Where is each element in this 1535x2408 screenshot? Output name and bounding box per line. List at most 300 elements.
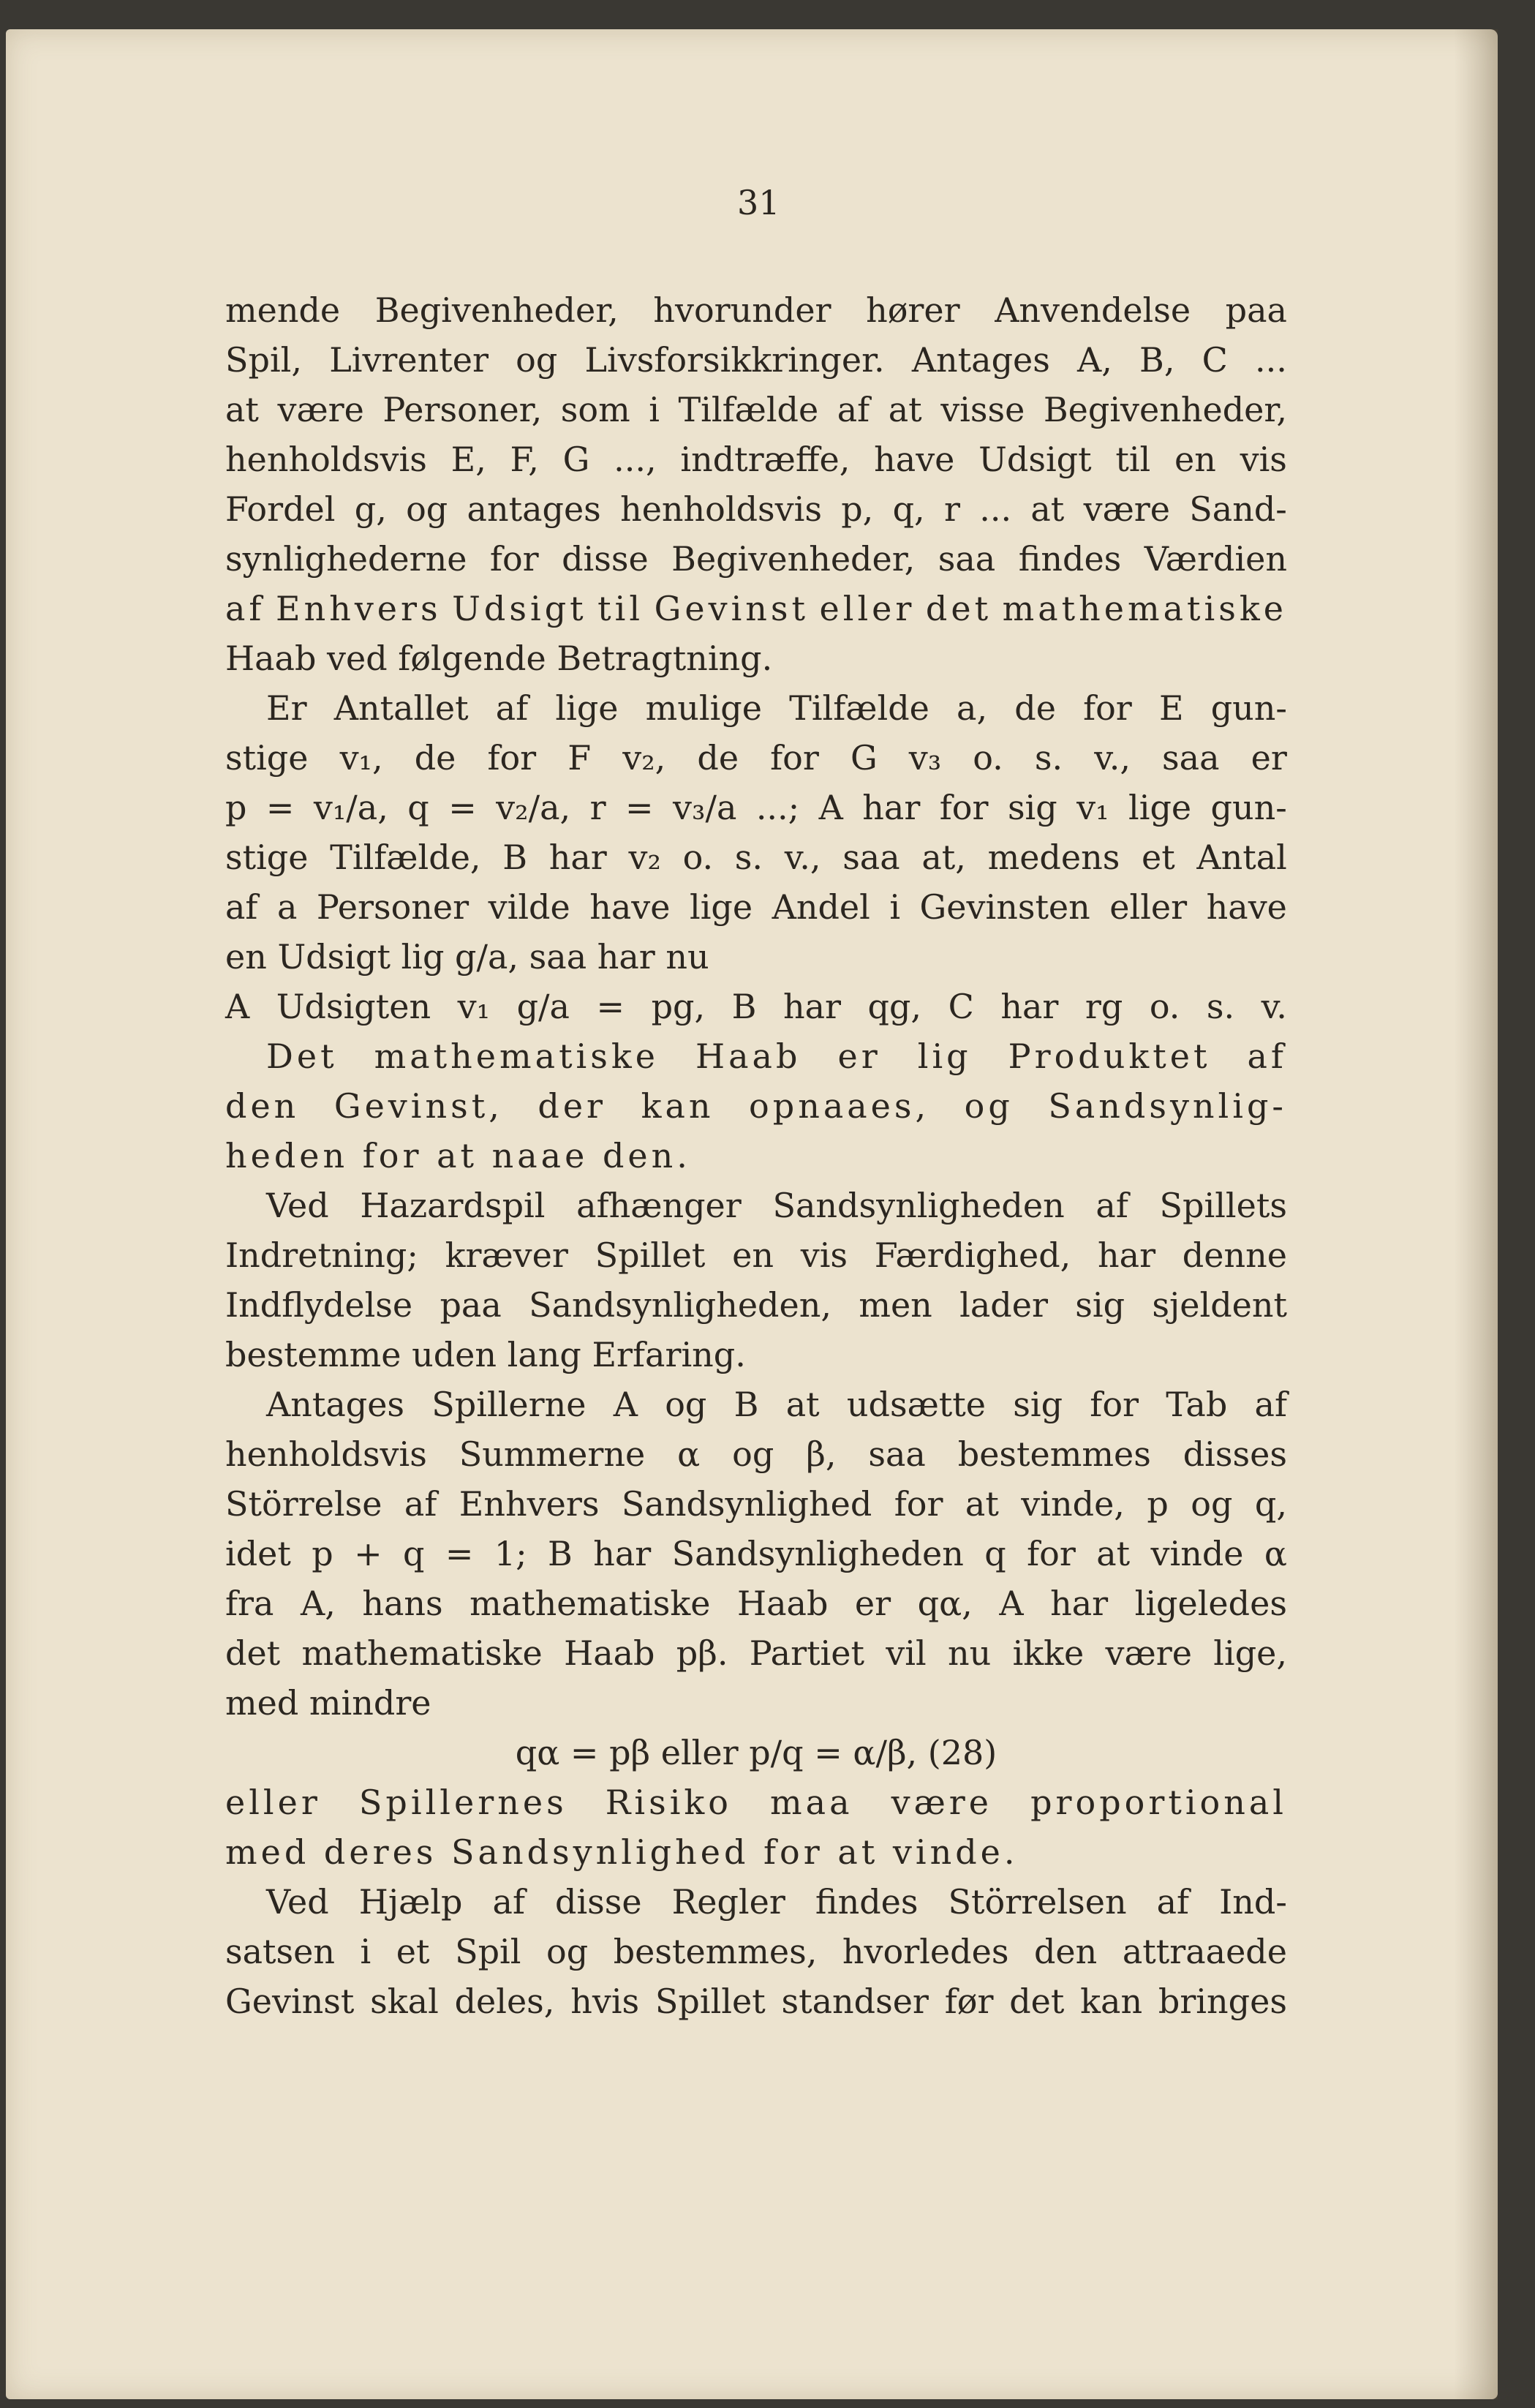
word: B xyxy=(547,1534,573,1573)
word: Störrelsen xyxy=(948,1882,1127,1922)
word: o. xyxy=(1149,987,1180,1026)
word: hvorunder xyxy=(653,290,831,330)
word: Livsforsikkringer. xyxy=(584,340,885,380)
word: og xyxy=(546,1932,589,1971)
word: visse xyxy=(940,390,1025,429)
text-line xyxy=(225,285,1287,335)
formula-line xyxy=(225,783,1287,832)
word: men xyxy=(859,1285,932,1325)
word: og xyxy=(406,489,448,529)
word: Begivenheder, xyxy=(671,539,916,579)
word: v₁ xyxy=(1076,788,1109,827)
word: Spillet xyxy=(595,1235,706,1275)
word: v₂/a, xyxy=(496,788,571,827)
word: henholdsvis xyxy=(225,440,427,479)
word: at xyxy=(1096,1534,1131,1573)
word: at xyxy=(888,390,922,429)
word: har xyxy=(1050,1584,1109,1623)
word: have xyxy=(874,440,955,479)
word: bestemmes, xyxy=(613,1932,818,1971)
text-line: en Udsigt lig g/a, saa har nu xyxy=(225,937,709,977)
text-line-spaced xyxy=(225,1777,1287,1827)
word: den xyxy=(225,1086,300,1126)
word: af xyxy=(404,1484,437,1524)
text-line xyxy=(225,1181,1287,1230)
word: findes xyxy=(815,1882,919,1922)
word: saa xyxy=(938,539,996,579)
word: det xyxy=(1009,1982,1065,2021)
word: Spil xyxy=(455,1932,521,1971)
word: s. xyxy=(1034,738,1063,778)
word: kræver xyxy=(445,1235,568,1275)
word: Antal xyxy=(1196,838,1287,877)
word: af xyxy=(1156,1882,1190,1922)
word: og xyxy=(516,340,558,380)
word: som xyxy=(560,390,630,429)
word: har xyxy=(1098,1235,1156,1275)
word: sig xyxy=(1075,1285,1125,1325)
word: F, xyxy=(510,440,539,479)
word: har xyxy=(1000,987,1059,1026)
word: ...; xyxy=(755,788,800,827)
word: er xyxy=(1251,738,1287,778)
word: v., xyxy=(784,838,821,877)
word: de xyxy=(697,738,739,778)
word: Summerne xyxy=(459,1434,646,1474)
word: Spillerne xyxy=(431,1385,587,1424)
word: nu xyxy=(948,1633,992,1673)
text-line xyxy=(225,385,1287,434)
word: s. xyxy=(1206,987,1235,1026)
word: en xyxy=(732,1235,774,1275)
word: sig xyxy=(1013,1385,1063,1424)
word: 1; xyxy=(494,1534,527,1573)
word: være xyxy=(1083,489,1171,529)
word: rg xyxy=(1085,987,1123,1026)
word: = xyxy=(625,788,654,827)
text-line xyxy=(225,1479,1287,1529)
word: sjeldent xyxy=(1152,1285,1287,1325)
word: Risiko xyxy=(605,1783,732,1822)
word: idet xyxy=(225,1534,291,1573)
word: være xyxy=(891,1783,993,1822)
word: maa xyxy=(770,1783,853,1822)
word: denne xyxy=(1182,1235,1287,1275)
word: Fordel xyxy=(225,489,336,529)
word: hører xyxy=(866,290,960,330)
word: af xyxy=(225,887,258,927)
word: pg, xyxy=(651,987,706,1026)
word: Færdighed, xyxy=(874,1235,1071,1275)
word: β, xyxy=(806,1434,837,1474)
word: q xyxy=(984,1534,1006,1573)
word: vis xyxy=(800,1235,848,1275)
word: s. xyxy=(734,838,763,877)
word: A xyxy=(613,1385,638,1424)
text-line xyxy=(225,1429,1287,1479)
word: at xyxy=(785,1385,820,1424)
word: Ved xyxy=(266,1882,329,1922)
word: Störrelse xyxy=(225,1484,382,1524)
word: saa xyxy=(1162,738,1220,778)
word: = xyxy=(265,788,295,827)
text-line xyxy=(225,683,1287,733)
word: Spillets xyxy=(1159,1186,1287,1225)
word: have xyxy=(1206,887,1287,927)
word: α xyxy=(1264,1534,1287,1573)
word: saa xyxy=(842,838,900,877)
word: at, xyxy=(921,838,966,877)
word: A, xyxy=(1077,340,1112,380)
word: til xyxy=(1115,440,1151,479)
word: p xyxy=(312,1534,333,1573)
word: attraaede xyxy=(1122,1932,1287,1971)
word: v. xyxy=(1261,987,1287,1026)
word: for xyxy=(489,539,539,579)
word: mathematiske xyxy=(1002,589,1287,628)
word: mende xyxy=(225,290,341,330)
word: at xyxy=(1030,489,1065,529)
word: Antages xyxy=(266,1385,405,1424)
word: indtræffe, xyxy=(680,440,851,479)
word: ... xyxy=(979,489,1012,529)
word: for xyxy=(894,1484,943,1524)
word: Sandsynlig- xyxy=(1048,1086,1287,1126)
word: Ind- xyxy=(1219,1882,1287,1922)
word: være xyxy=(277,390,364,429)
word: vis xyxy=(1240,440,1287,479)
word: de xyxy=(1014,688,1056,728)
text-line xyxy=(225,1529,1287,1579)
word: A xyxy=(818,788,843,827)
word: eller xyxy=(1109,887,1188,927)
word: deles, xyxy=(454,1982,555,2021)
word: Sandsynlighed xyxy=(621,1484,872,1524)
word: gun- xyxy=(1210,788,1287,827)
word: Spil, xyxy=(225,340,303,380)
word: Personer, xyxy=(382,390,543,429)
word: v₁/a, xyxy=(313,788,388,827)
text-line xyxy=(225,434,1287,484)
word: af xyxy=(492,1882,525,1922)
word: pβ. xyxy=(676,1633,728,1673)
text-line xyxy=(225,1280,1287,1330)
word: er xyxy=(854,1584,891,1623)
word: disse xyxy=(562,539,649,579)
word: v₃ xyxy=(908,738,942,778)
word: + xyxy=(354,1534,382,1573)
word: G xyxy=(562,440,590,479)
text-line xyxy=(225,882,1287,932)
formula-line xyxy=(225,982,1287,1031)
word: lige xyxy=(555,688,619,728)
word: Tab xyxy=(1166,1385,1228,1424)
word: eller xyxy=(225,1783,321,1822)
text-line xyxy=(225,1927,1287,1976)
word: findes xyxy=(1018,539,1122,579)
text-line xyxy=(225,1380,1287,1429)
word: et xyxy=(1142,838,1175,877)
word: standser xyxy=(781,1982,929,2021)
word: Gevinst xyxy=(225,1982,355,2021)
word: har xyxy=(593,1534,652,1573)
word: proportional xyxy=(1030,1783,1287,1822)
word: fra xyxy=(225,1584,274,1623)
word: o. xyxy=(973,738,1003,778)
text-line: med mindre xyxy=(225,1683,431,1723)
word: E, xyxy=(450,440,486,479)
word: vilde xyxy=(488,887,570,927)
word: mathematiske xyxy=(374,1036,659,1076)
book-page xyxy=(6,29,1498,2399)
word: af xyxy=(1247,1036,1287,1076)
word: A, xyxy=(300,1584,336,1623)
text-line xyxy=(225,733,1287,783)
word: a, xyxy=(957,688,988,728)
word: g/a xyxy=(516,987,570,1026)
text-line xyxy=(225,534,1287,584)
word: eller xyxy=(819,589,916,628)
word: udsætte xyxy=(846,1385,986,1424)
word: Begivenheder, xyxy=(374,290,619,330)
word: at xyxy=(225,390,259,429)
word: p xyxy=(225,788,247,827)
word: og xyxy=(1191,1484,1233,1524)
word: til xyxy=(597,589,644,628)
word: p, xyxy=(841,489,874,529)
word: der xyxy=(538,1086,607,1126)
word: et xyxy=(396,1932,430,1971)
word: Tilfælde xyxy=(678,390,819,429)
word: Andel xyxy=(772,887,870,927)
word: for xyxy=(1027,1534,1076,1573)
word: Livrenter xyxy=(329,340,489,380)
word: Ved xyxy=(266,1186,329,1225)
word: opnaaes, xyxy=(749,1086,930,1126)
word: B xyxy=(733,1385,759,1424)
word: α xyxy=(677,1434,701,1474)
word: mathematiske xyxy=(469,1584,711,1623)
word: stige xyxy=(225,838,309,877)
word: vil xyxy=(886,1633,927,1673)
word: A xyxy=(225,987,250,1026)
word: Personer xyxy=(316,887,469,927)
word: det xyxy=(925,589,992,628)
word: være xyxy=(1105,1633,1192,1673)
word: E xyxy=(1158,688,1184,728)
word: Udsigten xyxy=(276,987,431,1026)
word: Det xyxy=(266,1036,338,1076)
word: p xyxy=(1147,1484,1169,1524)
text-line xyxy=(225,1976,1287,2026)
text-line xyxy=(225,1628,1287,1678)
word: en xyxy=(1174,440,1216,479)
word: Enhvers xyxy=(459,1484,600,1524)
word: for xyxy=(1083,688,1132,728)
word: Hjælp xyxy=(358,1882,463,1922)
word: Sandsynligheden xyxy=(671,1534,964,1573)
word: af xyxy=(495,688,529,728)
word: og xyxy=(665,1385,707,1424)
word: qg, xyxy=(867,987,922,1026)
word: Haab xyxy=(736,1584,829,1623)
word: for xyxy=(1090,1385,1139,1424)
word: Udsigt xyxy=(978,440,1092,479)
word: de xyxy=(414,738,456,778)
word: har xyxy=(782,987,841,1026)
word: disses xyxy=(1183,1434,1287,1474)
word: Tilfælde xyxy=(789,688,929,728)
word: Gevinsten xyxy=(919,887,1090,927)
word: B xyxy=(731,987,757,1026)
word: Antallet xyxy=(333,688,469,728)
word: Indflydelse xyxy=(225,1285,413,1325)
word: paa xyxy=(1225,290,1287,330)
text-line xyxy=(225,1579,1287,1628)
word: have xyxy=(589,887,671,927)
word: r xyxy=(943,489,960,529)
word: Spillernes xyxy=(358,1783,567,1822)
word: Antages xyxy=(911,340,1050,380)
word: Er xyxy=(266,688,307,728)
word: hvorledes xyxy=(842,1932,1009,1971)
word: Værdien xyxy=(1144,539,1287,579)
word: disse xyxy=(555,1882,642,1922)
word: henholdsvis xyxy=(225,1434,427,1474)
word: r xyxy=(589,788,606,827)
word: v₁, xyxy=(339,738,383,778)
word: Haab xyxy=(564,1633,655,1673)
text-line: bestemme uden lang Erfaring. xyxy=(225,1335,746,1374)
word: Begivenheder, xyxy=(1043,390,1287,429)
word: at xyxy=(965,1484,999,1524)
word: Sandsynligheden, xyxy=(529,1285,831,1325)
word: sig xyxy=(1007,788,1057,827)
text-line xyxy=(225,1877,1287,1927)
word: = xyxy=(596,987,625,1026)
word: G xyxy=(850,738,878,778)
word: i xyxy=(649,390,660,429)
word: i xyxy=(360,1932,372,1971)
word: det xyxy=(225,1633,281,1673)
word: hvis xyxy=(570,1982,640,2021)
page-number: 31 xyxy=(737,183,780,222)
word: mathematiske xyxy=(301,1633,543,1673)
text-line-spaced: heden for at naae den. xyxy=(225,1136,691,1175)
body-text xyxy=(225,285,1287,2026)
text-line xyxy=(225,484,1287,534)
word: lige, xyxy=(1213,1633,1287,1673)
text-line-spaced: med deres Sandsynlighed for at vinde. xyxy=(225,1832,1019,1872)
word: ..., xyxy=(614,440,657,479)
word: Tilfælde, xyxy=(330,838,481,877)
word: Sand- xyxy=(1189,489,1287,529)
word: af xyxy=(1095,1186,1128,1225)
word: g, xyxy=(354,489,387,529)
word: vinde, xyxy=(1021,1484,1125,1524)
word: satsen xyxy=(225,1932,335,1971)
word: Gevinst, xyxy=(333,1086,503,1126)
word: ikke xyxy=(1012,1633,1085,1673)
word: B, xyxy=(1139,340,1175,380)
word: = xyxy=(445,1534,474,1573)
word: Regler xyxy=(671,1882,785,1922)
word: kan xyxy=(1080,1982,1143,2021)
text-line xyxy=(225,1230,1287,1280)
word: hans xyxy=(362,1584,443,1623)
word: F xyxy=(567,738,592,778)
word: Enhvers xyxy=(275,589,442,628)
word: synlighederne xyxy=(225,539,467,579)
text-line-spaced xyxy=(225,1031,1287,1081)
word: saa xyxy=(868,1434,926,1474)
word: Indretning; xyxy=(225,1235,418,1275)
word: Produktet xyxy=(1008,1036,1211,1076)
word: for xyxy=(770,738,819,778)
word: lig xyxy=(917,1036,972,1076)
word: af xyxy=(837,390,870,429)
word: lader xyxy=(959,1285,1048,1325)
word: ligeledes xyxy=(1134,1584,1287,1623)
word: vinde xyxy=(1150,1534,1244,1573)
text-line xyxy=(225,832,1287,882)
text-line: Haab ved følgende Betragtning. xyxy=(225,639,773,678)
word: antages xyxy=(467,489,601,529)
equation-28: qα = pβ eller p/q = α/β, (28) xyxy=(515,1733,997,1772)
word: B xyxy=(502,838,528,877)
word: i xyxy=(889,887,901,927)
word: A xyxy=(999,1584,1024,1623)
word: paa xyxy=(440,1285,502,1325)
word: for xyxy=(939,788,989,827)
word: q, xyxy=(1254,1484,1287,1524)
word: medens xyxy=(987,838,1120,877)
word: Partiet xyxy=(749,1633,864,1673)
word: v₁ xyxy=(457,987,491,1026)
word: henholdsvis xyxy=(620,489,822,529)
word: Hazardspil xyxy=(360,1186,546,1225)
word: mulige xyxy=(645,688,762,728)
word: Spillet xyxy=(655,1982,766,2021)
word: den xyxy=(1033,1932,1098,1971)
word: Sandsynligheden xyxy=(772,1186,1065,1225)
word: Haab xyxy=(695,1036,802,1076)
word: har xyxy=(548,838,607,877)
word: af xyxy=(1254,1385,1287,1424)
word: før xyxy=(944,1982,994,2021)
word: Udsigt xyxy=(452,589,587,628)
word: qα, xyxy=(917,1584,973,1623)
word: skal xyxy=(370,1982,439,2021)
word: og xyxy=(964,1086,1014,1126)
text-line xyxy=(225,335,1287,385)
word: q, xyxy=(892,489,925,529)
word: a xyxy=(276,887,298,927)
word: o. xyxy=(682,838,714,877)
word: v₂, xyxy=(622,738,666,778)
word: C xyxy=(948,987,974,1026)
word: v₃/a xyxy=(673,788,737,827)
word: kan xyxy=(641,1086,714,1126)
word: lige xyxy=(1128,788,1192,827)
text-line-spaced xyxy=(225,1081,1287,1131)
word: = xyxy=(448,788,477,827)
word: gun- xyxy=(1210,688,1287,728)
word: er xyxy=(837,1036,881,1076)
word: af xyxy=(225,589,265,628)
word: C xyxy=(1202,340,1228,380)
word: og xyxy=(732,1434,774,1474)
